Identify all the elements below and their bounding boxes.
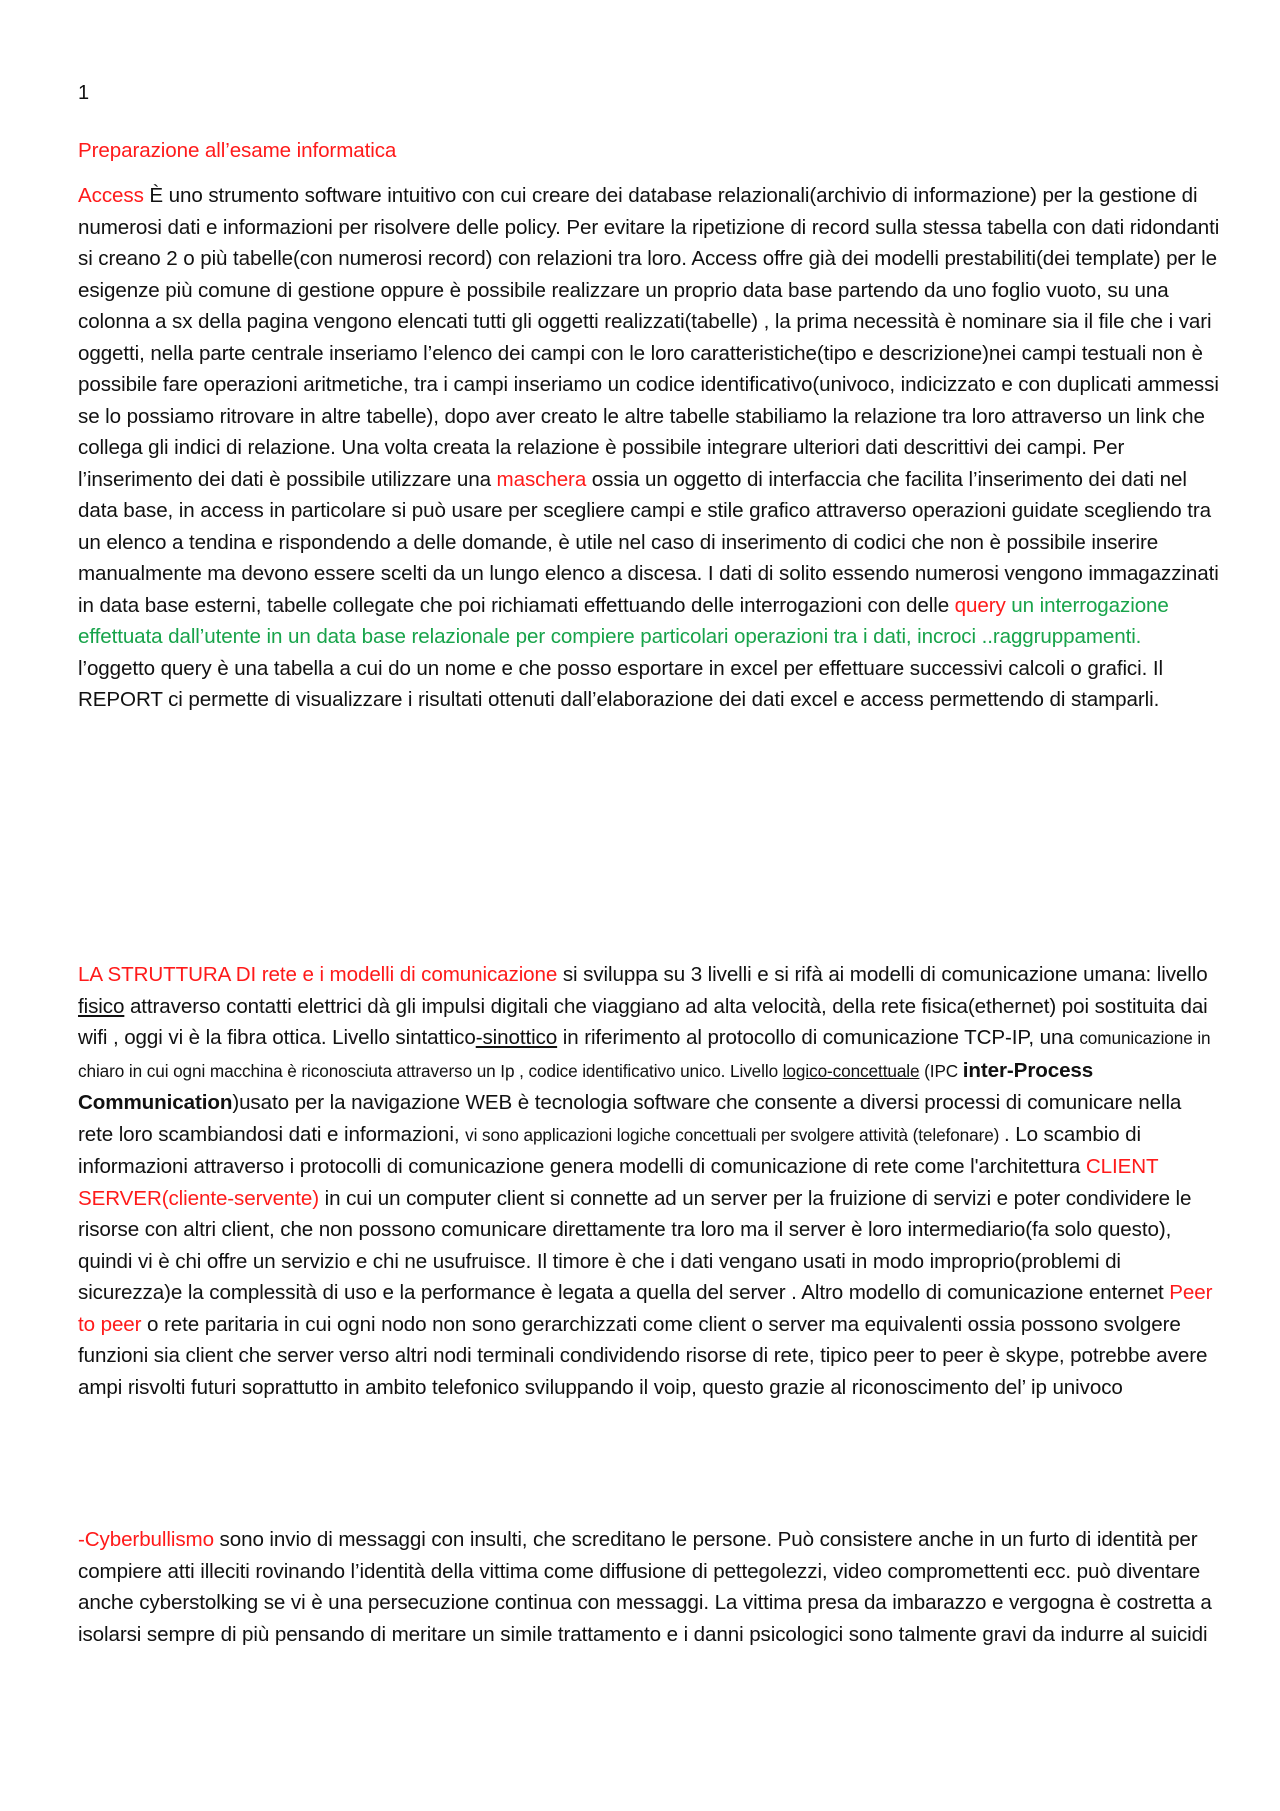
cyber-text: sono invio di messaggi con insulti, che screditano le persone. Può consistere anche in un furto di identità per compiere atti illeciti rovinando l’identità della vittima come diffusione di pettegolezzi, video compromettenti ecc. può diventare anche cyberstolking se vi è una persecuzione continua con messaggi. La vittima presa da imbarazzo e vergogna è costretta a isolarsi sempre di più pensando di meritare un simile trattamento e i danni psicologici sono talmente gravi da indurre al suicidi (78, 1528, 1212, 1646)
rete-small-3: vi sono applicazioni logiche concettuali per svolgere attività (telefonare) (465, 1124, 1004, 1145)
fisico-term: fisico (78, 994, 125, 1018)
ipc-term: inter-Process Communication (78, 1058, 1094, 1114)
rete-text-7: o rete paritaria in cui ogni nodo non sono gerarchizzati come client o server ma equivalenti ossia possono svolgere funzioni sia client che server verso altri nodi terminali condividendo risorse di rete, tipico peer to peer è skype, potrebbe avere ampi risvolti futuri soprattutto in ambito telefonico sviluppando il voip, questo grazie al riconoscimento del’ ip univoco (78, 1312, 1208, 1399)
access-text-1: È uno strumento software intuitivo con cui creare dei database relazionali(archivio di informazione) per la gestione di numerosi dati e informazioni per risolvere delle policy. Per evitare la ripetizione di record sulla stessa tabella con dati ridondanti si creano 2 o più tabelle(con numerosi record) con relazioni tra loro. Access offre già dei modelli prestabiliti(dei template) per le esigenze più comune di gestione oppure è possibile realizzare un proprio data base partendo da uno foglio vuoto, su una colonna a sx della pagina vengono elencati tutti gli oggetti realizzati(tabelle) , la prima necessità è nominare sia il file che i vari oggetti, nella parte centrale inseriamo l’elenco dei campi con le loro caratteristiche(tipo e descrizione)nei campi testuali non è possibile fare operazioni aritmetiche, tra i campi inseriamo un codice identificativo(univoco, indicizzato e con duplicati ammessi se lo possiamo ritrovare in altre tabelle), dopo aver creato le altre tabelle stabiliamo la relazione tra loro attraverso un link che collega gli indici di relazione. Una volta creata la relazione è possibile integrare ulteriori dati descrittivi dei campi. Per l’inserimento dei dati è possibile utilizzare una (78, 184, 1220, 491)
access-text-2: ossia un oggetto di interfaccia che facilita l’inserimento dei dati nel data base, in access in particolare si può usare per scegliere campi e stile grafico attraverso operazioni guidate scegliendo tra un elenco a tendina e rispondendo a delle domande, è utile nel caso di inserimento di codici che non è possibile inserire manualmente ma devono essere scelti da un lungo elenco a discesa. I dati di solito essendo numerosi vengono immagazzinati in data base esterni, tabelle collegate che poi richiamati effettuando delle interrogazioni con delle (78, 467, 1219, 617)
rete-paragraph (78, 959, 1220, 1403)
rete-text-2: attraverso contatti elettrici dà gli impulsi digitali che viaggiano ad alta velocità, della rete fisica(ethernet) poi sostituita dai wifi , oggi vi è la fibra ottica. Livello sintattico (78, 994, 1208, 1049)
document-title: Preparazione all’esame informatica (78, 139, 397, 162)
access-paragraph (78, 180, 1220, 716)
query-definition: un interrogazione effettuata dall’utente in un data base relazionale per compiere particolari operazioni tra i dati, incroci ..raggruppamenti. (78, 593, 1169, 648)
logico-term: logico-concettuale (782, 1060, 920, 1081)
access-keyword: Access (78, 184, 144, 207)
cyber-keyword: -Cyberbullismo (78, 1528, 214, 1551)
query-keyword: query (954, 593, 1006, 617)
rete-text-3: in riferimento al protocollo di comunicazione TCP-IP, una (557, 1026, 1080, 1049)
access-text-3: l’oggetto query è una tabella a cui do un nome e che posso esportare in excel per effettuare successivi calcoli o grafici. Il REPORT ci permette di visualizzare i risultati ottenuti dall’elaborazione dei dati excel e access permettendo di stamparli. (78, 656, 1163, 711)
p2p-term: Peer to peer (78, 1281, 1213, 1336)
rete-text-1: si sviluppa su 3 livelli e si rifà ai modelli di comunicazione umana: livello (557, 963, 1208, 986)
rete-text-5: . Lo scambio di informazioni attraverso i protocolli di comunicazione genera modelli di comunicazione di rete come l'architettura (78, 1122, 1141, 1178)
cyber-paragraph (78, 1524, 1220, 1650)
rete-small-1: comunicazione in chiaro in cui ogni macchina è riconosciuta attraverso un Ip , codice identificativo unico. Livello (78, 1028, 1211, 1081)
sinottico-term: -sinottico (475, 1026, 558, 1049)
rete-text-6: in cui un computer client si connette ad un server per la fruizione di servizi e poter condividere le risorse con altri client, che non possono comunicare direttamente tra loro ma il server è loro intermediario(fa solo questo), quindi vi è chi offre un servizio e chi ne usufruisce. Il timore è che i dati vengano usati in modo improprio(problemi di sicurezza)e la complessità di uso e la performance è legata a quella del server . Altro modello di comunicazione enternet (78, 1186, 1192, 1304)
rete-text-4: )usato per la navigazione WEB è tecnologia software che consente a diversi processi di comunicare nella rete loro scambiandosi dati e informazioni, (78, 1091, 1182, 1146)
page-number: 1 (78, 82, 90, 104)
rete-heading: LA STRUTTURA DI rete e i modelli di comunicazione (78, 963, 558, 986)
client-server-term: CLIENT SERVER(cliente-servente) (78, 1155, 1159, 1210)
rete-small-2: (IPC (919, 1060, 963, 1081)
maschera-keyword: maschera (496, 467, 587, 491)
